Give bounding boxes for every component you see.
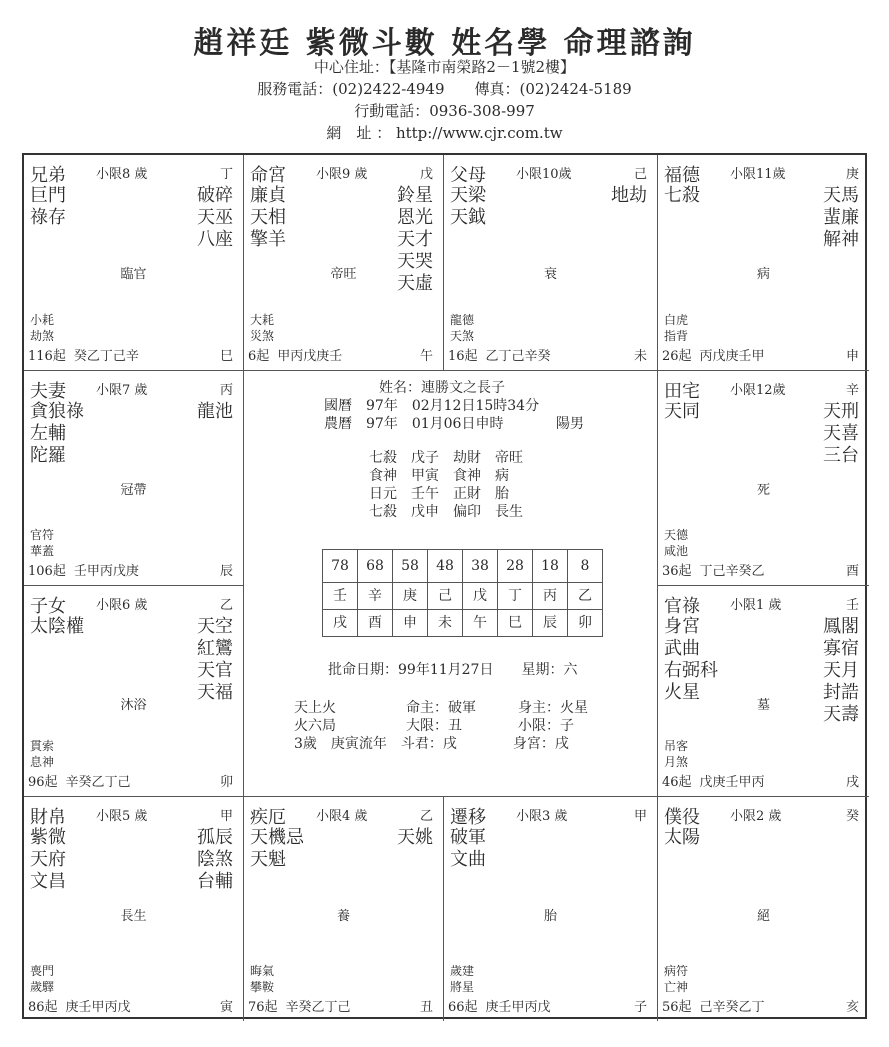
palace-decade [662, 996, 859, 1015]
palace-name: 官祿 [664, 596, 700, 617]
palace-8 [658, 586, 869, 797]
decade-age: 96起 [28, 775, 58, 790]
luck-branch: 卯 [568, 610, 603, 637]
palace-god: 官符 [30, 528, 55, 542]
life-stage: 帝旺 [330, 267, 357, 282]
palace-god: 歲驛 [30, 980, 55, 994]
minor-star: 三台 [823, 445, 859, 466]
minor-star: 天巫 [197, 207, 233, 228]
palace-god: 喪門 [30, 964, 55, 978]
palace-name: 兄弟 [30, 165, 66, 186]
major-star: 天同 [664, 401, 700, 422]
palace-god: 將星 [450, 980, 475, 994]
major-star: 巨門 [30, 185, 66, 206]
decade-age: 46起 [662, 775, 692, 790]
palace-god: 晦氣 [250, 964, 275, 978]
minor-stars [197, 616, 233, 704]
luck-age: 78 [323, 550, 358, 583]
decade-stems: 丁己辛癸乙 [699, 564, 765, 579]
major-stars [30, 616, 84, 638]
palace-god: 劫煞 [30, 329, 55, 343]
palace-4 [658, 155, 869, 371]
palace-name: 田宅 [664, 381, 700, 402]
minor-stars [197, 185, 233, 251]
palace-god: 咸池 [664, 544, 689, 558]
major-stars [664, 616, 718, 704]
palace-stem: 丙 [219, 383, 233, 398]
pillar-cell: 壬午 [411, 486, 439, 502]
major-star: 廉貞 [250, 185, 286, 206]
minor-star: 天官 [197, 660, 233, 681]
minor-star: 鈴星 [397, 185, 433, 206]
phone-line: 服務電話：(02)2422-4949 傳真：(02)2424-5189 [257, 80, 632, 98]
major-star: 擎羊 [250, 229, 286, 250]
pillar-cell: 七殺 [369, 504, 397, 520]
palace-10 [244, 797, 444, 1021]
palace-branch: 子 [633, 1000, 647, 1015]
decade-stems: 乙丁己辛癸 [485, 349, 551, 364]
palace-limit: 小限6 歲 [96, 598, 148, 613]
minor-star: 陰煞 [197, 849, 233, 870]
palace-name: 財帛 [30, 807, 66, 828]
pillar-cell: 胎 [495, 486, 509, 502]
palace-branch: 辰 [219, 564, 233, 579]
reading-date: 批命日期：99年11月27日 星期：六 [328, 662, 578, 678]
life-stage: 死 [756, 483, 770, 498]
palace-god: 貫索 [30, 739, 55, 753]
palace-name: 遷移 [450, 807, 486, 828]
palace-god: 大耗 [250, 313, 275, 327]
palace-5 [24, 371, 244, 586]
minor-star: 台輔 [197, 871, 233, 892]
luck-age: 18 [533, 550, 568, 583]
life-stage: 衰 [543, 267, 557, 282]
luck-age: 28 [498, 550, 533, 583]
palace-name: 疾厄 [250, 807, 286, 828]
palace-limit: 小限12歲 [730, 383, 786, 398]
minor-stars [823, 185, 859, 251]
palace-god: 息神 [30, 755, 55, 769]
life-stage: 胎 [543, 909, 557, 924]
palace-stem: 乙 [219, 598, 233, 613]
minor-star: 破碎 [197, 185, 233, 206]
palace-god: 白虎 [664, 313, 689, 327]
palace-limit: 小限1 歲 [730, 598, 782, 613]
palace-name: 夫妻 [30, 381, 66, 402]
decade-stems: 己辛癸乙丁 [699, 1000, 765, 1015]
luck-age: 38 [463, 550, 498, 583]
pillar-cell: 日元 [369, 486, 397, 502]
luck-branch: 戌 [323, 610, 358, 637]
palace-name: 命宮 [250, 165, 286, 186]
palace-gods [664, 312, 688, 344]
minor-star: 封誥 [823, 682, 859, 703]
palace-god: 災煞 [250, 329, 275, 343]
minor-star: 天馬 [823, 185, 859, 206]
palace-limit: 小限8 歲 [96, 167, 148, 182]
decade-age: 76起 [248, 1000, 278, 1015]
palace-decade [662, 771, 859, 790]
pillar-cell: 正財 [453, 486, 481, 502]
palace-decade [28, 996, 233, 1015]
decade-age: 86起 [28, 1000, 58, 1015]
decade-stems: 甲丙戊庚壬 [277, 349, 343, 364]
pillar-cell: 劫財 [453, 450, 481, 466]
luck-stem: 庚 [393, 583, 428, 610]
palace-stem: 甲 [219, 809, 233, 824]
major-star: 陀羅 [30, 445, 66, 466]
palace-god: 攀鞍 [250, 980, 275, 994]
major-star: 七殺 [664, 185, 700, 206]
minor-star: 天福 [197, 682, 233, 703]
minor-stars [197, 827, 233, 893]
subject-name: 姓名：連勝文之長子 [379, 380, 505, 396]
major-star: 天鉞 [450, 207, 486, 228]
life-stage: 墓 [756, 698, 770, 713]
pillar-cell: 偏印 [453, 504, 481, 520]
luck-branch: 未 [428, 610, 463, 637]
decade-age: 6起 [248, 349, 270, 364]
four-pillars [369, 449, 537, 521]
pillar-cell: 甲寅 [411, 468, 439, 484]
life-stage: 臨官 [120, 267, 147, 282]
major-stars [450, 185, 486, 229]
palace-12 [658, 797, 869, 1021]
palace-decade [448, 345, 647, 364]
mobile-line: 行動電話：0936-308-997 [354, 102, 535, 120]
palace-decade [662, 345, 859, 364]
pillar-row [369, 467, 537, 485]
pillar-cell: 帝旺 [495, 450, 523, 466]
major-stars [250, 185, 286, 251]
palace-stem: 戊 [419, 167, 433, 182]
minor-stars [611, 185, 647, 207]
palace-7 [24, 586, 244, 797]
minor-star: 天月 [823, 660, 859, 681]
major-stars [664, 827, 700, 849]
luck-stem: 丁 [498, 583, 533, 610]
palace-decade [248, 996, 433, 1015]
palace-god: 病符 [664, 964, 689, 978]
palace-9 [24, 797, 244, 1021]
minor-star: 天才 [397, 229, 433, 250]
decade-stems: 辛癸乙丁己 [65, 775, 131, 790]
luck-branch: 辰 [533, 610, 568, 637]
major-star: 天機忌 [250, 827, 304, 848]
palace-11 [444, 797, 658, 1021]
palace-1 [24, 155, 244, 371]
palace-limit: 小限9 歲 [316, 167, 368, 182]
luck-stem: 戊 [463, 583, 498, 610]
palace-branch: 丑 [419, 1000, 433, 1015]
decade-stems: 丙戊庚壬甲 [699, 349, 765, 364]
palace-decade [28, 771, 233, 790]
major-stars [250, 827, 304, 871]
palace-stem: 丁 [219, 167, 233, 182]
page-title: 趙祥廷 紫微斗數 姓名學 命理諮詢 [193, 26, 696, 61]
major-stars [30, 185, 66, 229]
pillar-cell: 食神 [369, 468, 397, 484]
pillar-row [369, 503, 537, 521]
minor-star: 天空 [197, 616, 233, 637]
solar-date: 國曆 97年 02月12日15時34分 [324, 398, 540, 414]
palace-2 [244, 155, 444, 371]
palace-gods [30, 738, 54, 770]
minor-star: 地劫 [611, 185, 647, 206]
minor-star: 孤辰 [197, 827, 233, 848]
major-star: 身宮 [664, 616, 700, 637]
minor-star: 蜚廉 [823, 207, 859, 228]
major-star: 天梁 [450, 185, 486, 206]
palace-branch: 午 [419, 349, 433, 364]
pillar-cell: 病 [495, 468, 509, 484]
pillar-cell: 食神 [453, 468, 481, 484]
palace-limit: 小限11歲 [730, 167, 786, 182]
palace-limit: 小限5 歲 [96, 809, 148, 824]
pillar-cell: 戊申 [411, 504, 439, 520]
palace-gods [250, 312, 274, 344]
decade-stems: 庚壬甲丙戊 [485, 1000, 551, 1015]
palace-limit: 小限3 歲 [516, 809, 568, 824]
minor-star: 天姚 [397, 827, 433, 848]
luck-branch: 巳 [498, 610, 533, 637]
decade-age: 66起 [448, 1000, 478, 1015]
life-stage: 病 [756, 267, 770, 282]
pillar-row [369, 449, 537, 467]
palace-branch: 巳 [219, 349, 233, 364]
luck-age: 48 [428, 550, 463, 583]
decade-stems: 壬甲丙戊庚 [73, 564, 139, 579]
minor-stars [197, 401, 233, 423]
luck-stem: 乙 [568, 583, 603, 610]
address-line: 中心住址：【基隆市南榮路2－1號2樓】 [313, 58, 576, 76]
website-line: 網 址 ： http://www.cjr.com.tw [326, 124, 563, 142]
luck-branches-row [323, 610, 603, 637]
major-star: 左輔 [30, 423, 66, 444]
decade-stems: 庚壬甲丙戊 [65, 1000, 131, 1015]
palace-3 [444, 155, 658, 371]
palace-branch: 申 [845, 349, 859, 364]
minor-star: 紅鸞 [197, 638, 233, 659]
major-star: 貪狼祿 [30, 401, 84, 422]
palace-god: 指背 [664, 329, 689, 343]
minor-star: 龍池 [197, 401, 233, 422]
palace-branch: 寅 [219, 1000, 233, 1015]
palace-gods [250, 963, 274, 995]
info-line-1: 天上火 命主：破軍 身主：火星 [294, 700, 588, 716]
palace-limit: 小限7 歲 [96, 383, 148, 398]
life-stage: 沐浴 [120, 698, 147, 713]
decade-age: 106起 [28, 564, 66, 579]
minor-stars [397, 827, 433, 849]
luck-table [322, 549, 603, 637]
luck-ages-row [323, 550, 603, 583]
palace-name: 福德 [664, 165, 700, 186]
minor-stars [823, 401, 859, 467]
luck-stem: 辛 [358, 583, 393, 610]
chart-center-info [244, 371, 658, 797]
palace-stem: 庚 [845, 167, 859, 182]
lunar-date: 農曆 97年 01月06日申時 [324, 416, 504, 432]
palace-god: 歲建 [450, 964, 475, 978]
palace-limit: 小限4 歲 [316, 809, 368, 824]
palace-god: 龍德 [450, 313, 475, 327]
pillar-cell: 長生 [495, 504, 523, 520]
palace-god: 天德 [664, 528, 689, 542]
major-star: 天府 [30, 849, 66, 870]
palace-gods [450, 312, 474, 344]
minor-star: 天壽 [823, 704, 859, 725]
palace-god: 天煞 [450, 329, 475, 343]
palace-gods [664, 738, 688, 770]
palace-god: 小耗 [30, 313, 55, 327]
palace-branch: 酉 [845, 564, 859, 579]
major-stars [30, 827, 66, 893]
palace-gods [664, 963, 688, 995]
minor-star: 解神 [823, 229, 859, 250]
palace-gods [450, 963, 474, 995]
info-line-3: 3歲 庚寅流年 斗君：戌 身宮：戌 [294, 736, 569, 752]
life-stage: 長生 [120, 909, 147, 924]
life-stage: 絕 [756, 909, 770, 924]
major-star: 天相 [250, 207, 286, 228]
palace-decade [28, 345, 233, 364]
palace-gods [30, 527, 54, 559]
palace-branch: 卯 [219, 775, 233, 790]
major-star: 太陽 [664, 827, 700, 848]
major-star: 武曲 [664, 638, 700, 659]
gender: 陽男 [556, 416, 584, 432]
palace-stem: 己 [633, 167, 647, 182]
luck-stem: 壬 [323, 583, 358, 610]
palace-decade [448, 996, 647, 1015]
palace-name: 父母 [450, 165, 486, 186]
minor-star: 八座 [197, 229, 233, 250]
decade-stems: 癸乙丁己辛 [73, 349, 139, 364]
minor-star: 恩光 [397, 207, 433, 228]
palace-stem: 乙 [419, 809, 433, 824]
luck-age: 58 [393, 550, 428, 583]
decade-age: 56起 [662, 1000, 692, 1015]
minor-star: 寡宿 [823, 638, 859, 659]
decade-age: 16起 [448, 349, 478, 364]
palace-decade [248, 345, 433, 364]
palace-limit: 小限10歲 [516, 167, 572, 182]
major-star: 祿存 [30, 207, 66, 228]
pillar-row [369, 485, 537, 503]
ziwei-chart [22, 153, 867, 1019]
palace-stem: 癸 [845, 809, 859, 824]
luck-age: 68 [358, 550, 393, 583]
pillar-cell: 戊子 [411, 450, 439, 466]
palace-branch: 未 [633, 349, 647, 364]
luck-stems-row [323, 583, 603, 610]
major-star: 紫微 [30, 827, 66, 848]
palace-god: 吊客 [664, 739, 689, 753]
major-star: 太陰權 [30, 616, 84, 637]
luck-stem: 丙 [533, 583, 568, 610]
palace-stem: 壬 [845, 598, 859, 613]
luck-branch: 酉 [358, 610, 393, 637]
palace-stem: 辛 [845, 383, 859, 398]
minor-star: 天虛 [397, 273, 433, 294]
major-star: 天魁 [250, 849, 286, 870]
pillar-cell: 七殺 [369, 450, 397, 466]
minor-star: 天哭 [397, 251, 433, 272]
decade-stems: 戊庚壬甲丙 [699, 775, 765, 790]
luck-age: 8 [568, 550, 603, 583]
life-stage: 冠帶 [120, 483, 147, 498]
luck-branch: 午 [463, 610, 498, 637]
major-stars [664, 185, 700, 207]
palace-branch: 戌 [845, 775, 859, 790]
palace-gods [30, 963, 54, 995]
palace-god: 華蓋 [30, 544, 55, 558]
palace-decade [662, 560, 859, 579]
palace-limit: 小限2 歲 [730, 809, 782, 824]
major-star: 右弼科 [664, 660, 718, 681]
decade-stems: 辛癸乙丁己 [285, 1000, 351, 1015]
luck-branch: 申 [393, 610, 428, 637]
minor-star: 天喜 [823, 423, 859, 444]
major-star: 文昌 [30, 871, 66, 892]
palace-decade [28, 560, 233, 579]
major-star: 破軍 [450, 827, 486, 848]
palace-name: 子女 [30, 596, 66, 617]
palace-god: 月煞 [664, 755, 689, 769]
major-stars [30, 401, 84, 467]
major-star: 火星 [664, 682, 700, 703]
palace-name: 僕役 [664, 807, 700, 828]
life-stage: 養 [336, 909, 350, 924]
decade-age: 116起 [28, 349, 66, 364]
decade-age: 26起 [662, 349, 692, 364]
minor-star: 鳳閣 [823, 616, 859, 637]
palace-6 [658, 371, 869, 586]
major-stars [664, 401, 700, 423]
decade-age: 36起 [662, 564, 692, 579]
palace-branch: 亥 [845, 1000, 859, 1015]
palace-gods [30, 312, 54, 344]
minor-star: 天刑 [823, 401, 859, 422]
palace-god: 亡神 [664, 980, 689, 994]
palace-gods [664, 527, 688, 559]
major-stars [450, 827, 486, 871]
luck-stem: 己 [428, 583, 463, 610]
palace-stem: 甲 [633, 809, 647, 824]
info-line-2: 火六局 大限：丑 小限：子 [294, 718, 574, 734]
major-star: 文曲 [450, 849, 486, 870]
